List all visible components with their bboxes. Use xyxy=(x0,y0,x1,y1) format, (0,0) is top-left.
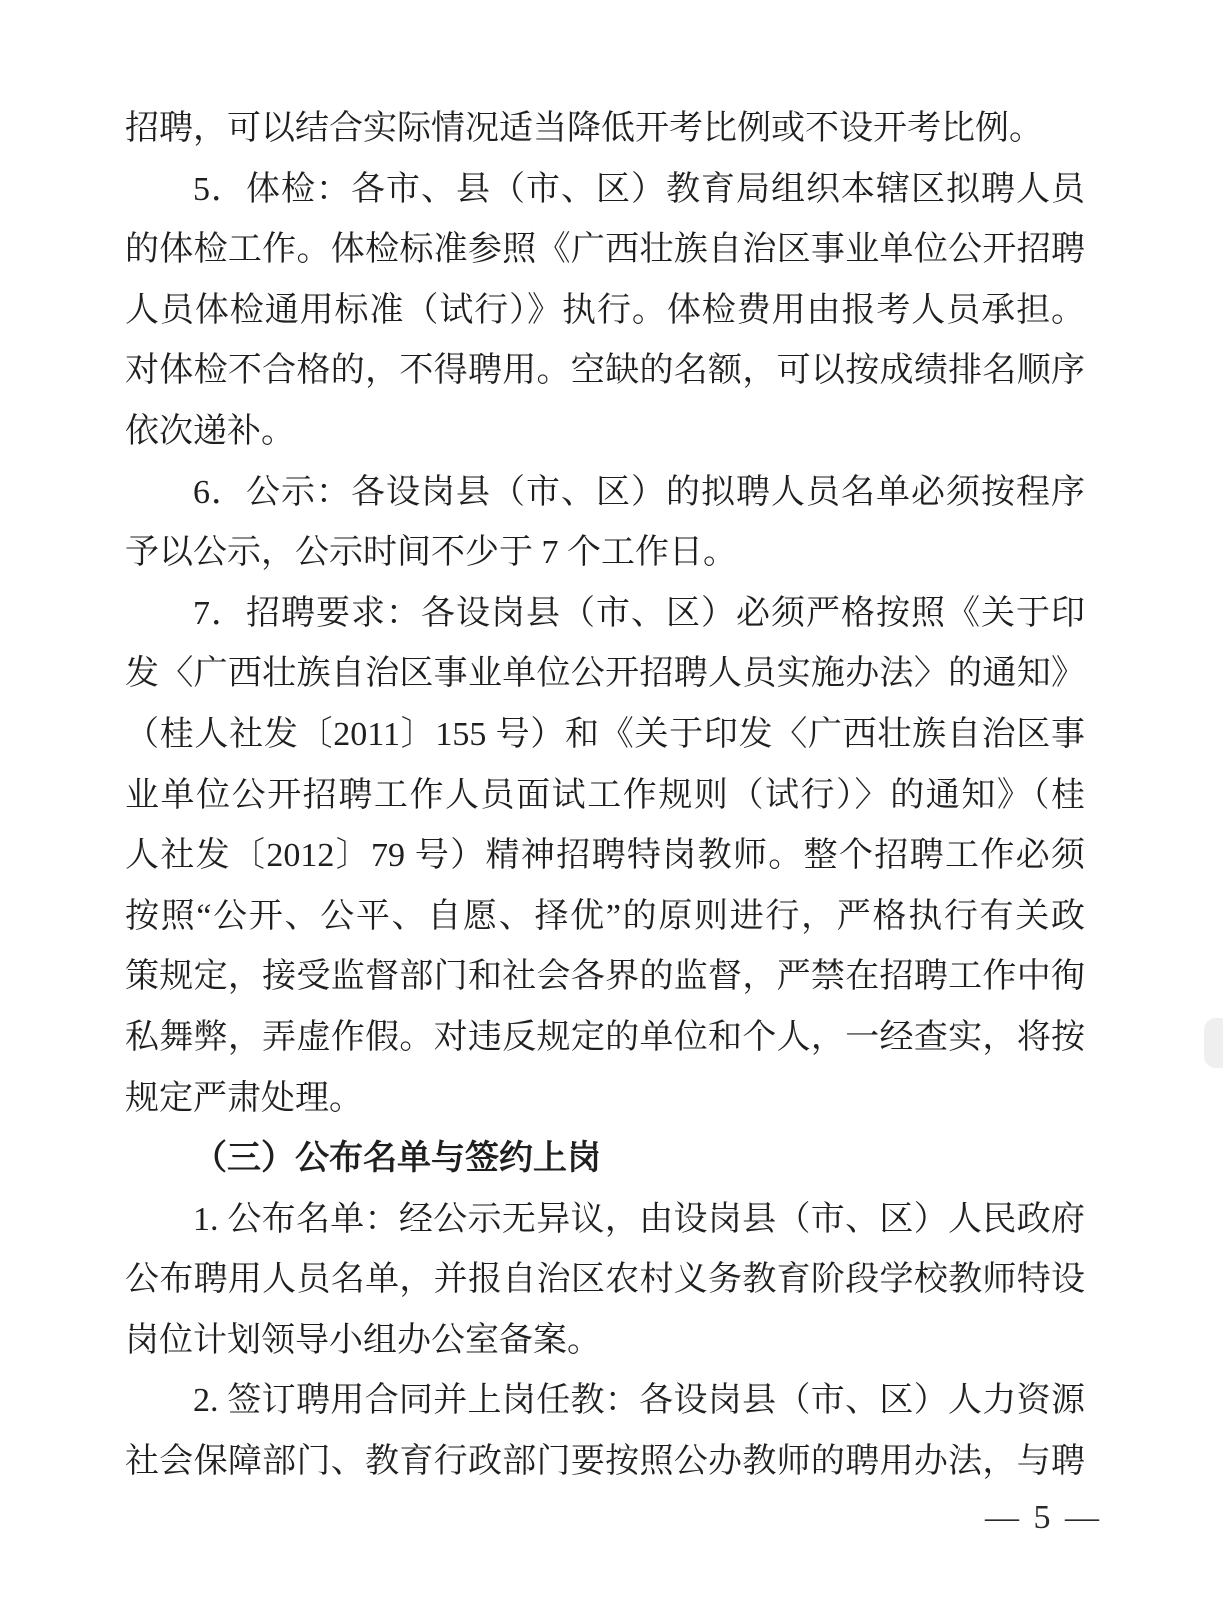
section-heading: （三）公布名单与签约上岗 xyxy=(193,1140,601,1178)
text-line: 私舞弊，弄虚作假。对违反规定的单位和个人，一经查实，将按 xyxy=(125,1018,1085,1056)
text-line: 5．体检：各市、县（市、区）教育局组织本辖区拟聘人员 xyxy=(193,170,1085,208)
text-line: 社会保障部门、教育行政部门要按照公办教师的聘用办法，与聘 xyxy=(125,1443,1085,1481)
text-line: 2. 签订聘用合同并上岗任教：各设岗县（市、区）人力资源 xyxy=(193,1382,1085,1420)
text-line: 对体检不合格的，不得聘用。空缺的名额，可以按成绩排名顺序 xyxy=(125,352,1085,390)
text-line: 人社发〔2012〕79 号）精神招聘特岗教师。整个招聘工作必须 xyxy=(125,837,1085,875)
document-body xyxy=(125,99,1085,1493)
text-line: 予以公示，公示时间不少于 7 个工作日。 xyxy=(125,534,737,572)
text-line: （桂人社发〔2011〕155 号）和《关于印发〈广西壮族自治区事 xyxy=(125,715,1085,753)
text-line: 公布聘用人员名单，并报自治区农村义务教育阶段学校教师特设 xyxy=(125,1261,1085,1299)
text-line: 发〈广西壮族自治区事业单位公开招聘人员实施办法〉的通知》 xyxy=(125,655,1085,693)
text-line: 策规定，接受监督部门和社会各界的监督，严禁在招聘工作中徇 xyxy=(125,958,1085,996)
text-line: 6．公示：各设岗县（市、区）的拟聘人员名单必须按程序 xyxy=(193,473,1085,511)
text-line: 依次递补。 xyxy=(125,412,295,450)
text-line: 1. 公布名单：经公示无异议，由设岗县（市、区）人民政府 xyxy=(193,1200,1085,1238)
text-line: 的体检工作。体检标准参照《广西壮族自治区事业单位公开招聘 xyxy=(125,231,1085,269)
text-line: 按照“公开、公平、自愿、择优”的原则进行，严格执行有关政 xyxy=(125,897,1085,935)
page-number: — 5 — xyxy=(985,1499,1102,1536)
text-line: 招聘，可以结合实际情况适当降低开考比例或不设开考比例。 xyxy=(125,110,1043,147)
scrollbar-thumb[interactable] xyxy=(1204,1018,1223,1068)
text-line: 7．招聘要求：各设岗县（市、区）必须严格按照《关于印 xyxy=(193,594,1085,632)
text-line: 岗位计划领导小组办公室备案。 xyxy=(125,1321,601,1359)
text-line: 业单位公开招聘工作人员面试工作规则（试行）〉的通知》（桂 xyxy=(125,776,1085,814)
text-line: 人员体检通用标准（试行）》执行。体检费用由报考人员承担。 xyxy=(125,291,1085,329)
text-line: 规定严肃处理。 xyxy=(125,1079,363,1117)
